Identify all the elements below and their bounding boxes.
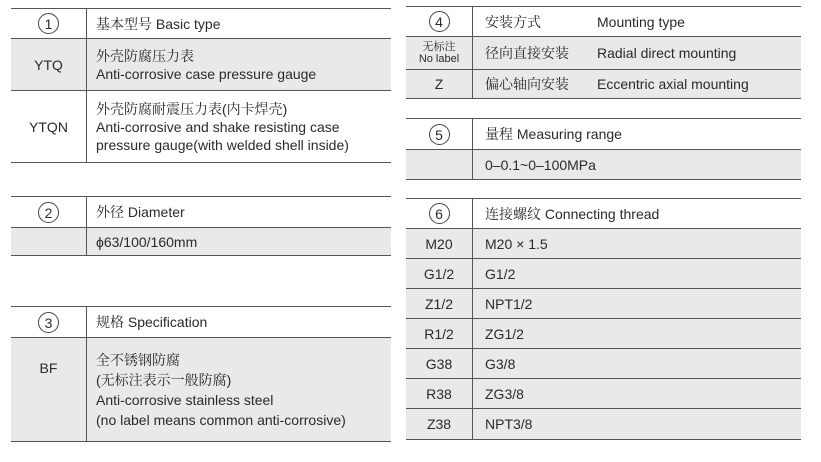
table-row (11, 91, 391, 162)
spec-desc-en: Anti-corrosive stainless steel (96, 391, 274, 408)
thread-code: Z1/2 (424, 295, 453, 312)
section-number-3: 3 (38, 312, 59, 333)
table-row (11, 39, 391, 90)
no-label-zh: 无标注 (422, 41, 456, 53)
range-header (406, 119, 801, 149)
thread-code: R38 (426, 385, 452, 402)
specification-title: 规格 Specification (96, 314, 208, 330)
mounting-title-zh: 安装方式 (485, 13, 541, 30)
type-desc-en: Anti-corrosive case pressure gauge (96, 65, 317, 82)
thread-value: ZG1/2 (485, 325, 524, 342)
thread-value: NPT1/2 (485, 295, 533, 312)
table-row (406, 37, 801, 69)
mounting-zh: 径向直接安装 (485, 45, 569, 61)
section-number-4: 4 (429, 11, 450, 32)
table-row (11, 338, 391, 441)
mounting-title-en: Mounting type (597, 13, 685, 30)
type-desc-zh: 外壳防腐耐震压力表(内卡焊壳) (96, 100, 288, 117)
type-code: YTQ (34, 56, 63, 73)
table-row (406, 150, 801, 179)
mounting-zh: 偏心轴向安装 (485, 76, 569, 92)
table-row (406, 319, 801, 348)
thread-code: G38 (425, 355, 453, 372)
basic-type-title: 基本型号 Basic type (96, 15, 221, 32)
type-code: YTQN (29, 118, 68, 135)
section-number-5: 5 (429, 124, 450, 145)
section-number-6: 6 (429, 203, 450, 224)
spec-code: BF (39, 360, 58, 376)
table-row (406, 259, 801, 288)
table-row (406, 289, 801, 318)
thread-value: M20 × 1.5 (485, 235, 548, 252)
type-desc-en: pressure gauge(with welded shell inside) (96, 136, 349, 153)
table-row (406, 349, 801, 378)
thread-title: 连接螺纹 Connecting thread (485, 205, 660, 222)
spec-desc-zh: (无标注表示一般防腐) (96, 371, 232, 388)
no-label-en: No label (418, 53, 460, 65)
mounting-en: Eccentric axial mounting (597, 76, 749, 92)
diameter-header (11, 197, 391, 227)
diameter-value: ϕ63/100/160mm (96, 233, 198, 250)
table-row (406, 409, 801, 439)
mounting-table (406, 6, 801, 99)
table-row (11, 228, 391, 255)
table-row (406, 379, 801, 408)
basic-type-table (11, 8, 391, 156)
thread-code: G1/2 (423, 265, 455, 282)
table-row (406, 229, 801, 258)
thread-code: M20 (425, 235, 453, 252)
thread-value: ZG3/8 (485, 385, 524, 402)
specification-header (11, 307, 391, 337)
section-number-1: 1 (38, 13, 59, 34)
range-table (406, 118, 801, 180)
thread-header (406, 199, 801, 228)
thread-code: Z38 (426, 416, 452, 432)
thread-value: G3/8 (485, 355, 516, 372)
diameter-title: 外径 Diameter (96, 204, 185, 220)
basic-type-header (11, 9, 391, 38)
type-desc-zh: 外壳防腐压力表 (96, 47, 194, 64)
spec-desc-zh: 全不锈钢防腐 (96, 351, 180, 368)
section-number-2: 2 (38, 202, 59, 223)
thread-table (406, 198, 801, 442)
mounting-header (406, 7, 801, 36)
type-desc-en: Anti-corrosive and shake resisting case (96, 118, 340, 135)
thread-value: G1/2 (485, 265, 516, 282)
table-row (406, 70, 801, 98)
specification-table (11, 306, 391, 442)
range-value: 0–0.1~0–100MPa (485, 156, 596, 173)
spec-desc-en: (no label means common anti-corrosive) (96, 411, 346, 428)
mounting-en: Radial direct mounting (597, 45, 737, 61)
thread-value: NPT3/8 (485, 416, 533, 432)
thread-code: R1/2 (424, 325, 454, 342)
diameter-table (11, 196, 391, 256)
mounting-code: Z (434, 76, 444, 92)
range-title: 量程 Measuring range (485, 126, 622, 142)
